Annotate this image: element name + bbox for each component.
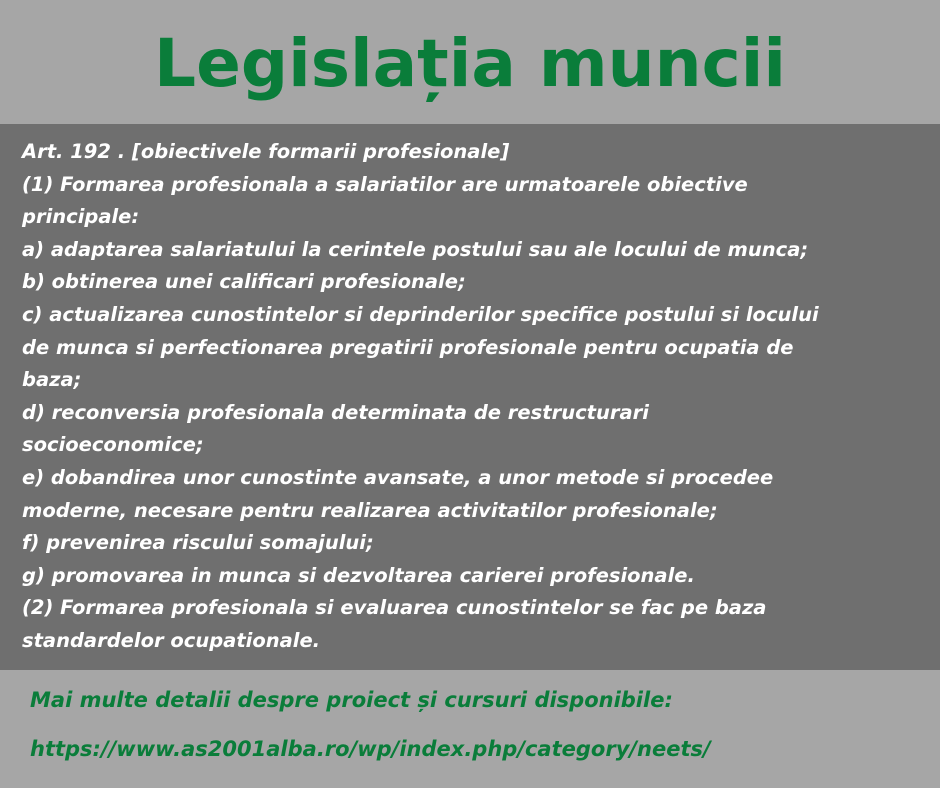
article-line: principale: xyxy=(22,205,140,229)
footer-info-text: Mai multe detalii despre proiect și cursuri disponibile: xyxy=(30,688,673,712)
article-line: a) adaptarea salariatului la cerintele postului sau ale locului de munca; xyxy=(22,237,809,261)
article-line: (2) Formarea profesionala si evaluarea cunostintelor se fac pe baza xyxy=(22,596,767,620)
header-band xyxy=(0,0,940,118)
article-line: b) obtinerea unei calificari profesionale; xyxy=(22,270,466,294)
article-heading: Art. 192 . [obiectivele formarii profesionale] xyxy=(22,140,510,163)
article-line: baza; xyxy=(22,368,82,392)
article-line: d) reconversia profesionala determinata de restructurari xyxy=(22,400,649,424)
footer-url-link[interactable]: https://www.as2001alba.ro/wp/index.php/category/neets/ xyxy=(30,737,711,761)
article-line: de munca si perfectionarea pregatirii profesionale pentru ocupatia de xyxy=(22,335,794,359)
article-line: c) actualizarea cunostintelor si deprinderilor specifice postului si locului xyxy=(22,302,819,326)
article-line: f) prevenirea riscului somajului; xyxy=(22,531,374,555)
article-line: (1) Formarea profesionala a salariatilor are urmatoarele obiective xyxy=(22,172,748,196)
article-line: standardelor ocupationale. xyxy=(22,628,321,652)
article-line: socioeconomice; xyxy=(22,433,204,457)
article-panel xyxy=(0,124,940,670)
article-line: moderne, necesare pentru realizarea activitatilor profesionale; xyxy=(22,498,718,522)
page-title: Legislația muncii xyxy=(154,24,786,102)
article-line: g) promovarea in munca si dezvoltarea carierei profesionale. xyxy=(22,563,695,587)
article-line: e) dobandirea unor cunostinte avansate, a unor metode si procedee xyxy=(22,465,774,489)
footer-band xyxy=(0,670,940,788)
